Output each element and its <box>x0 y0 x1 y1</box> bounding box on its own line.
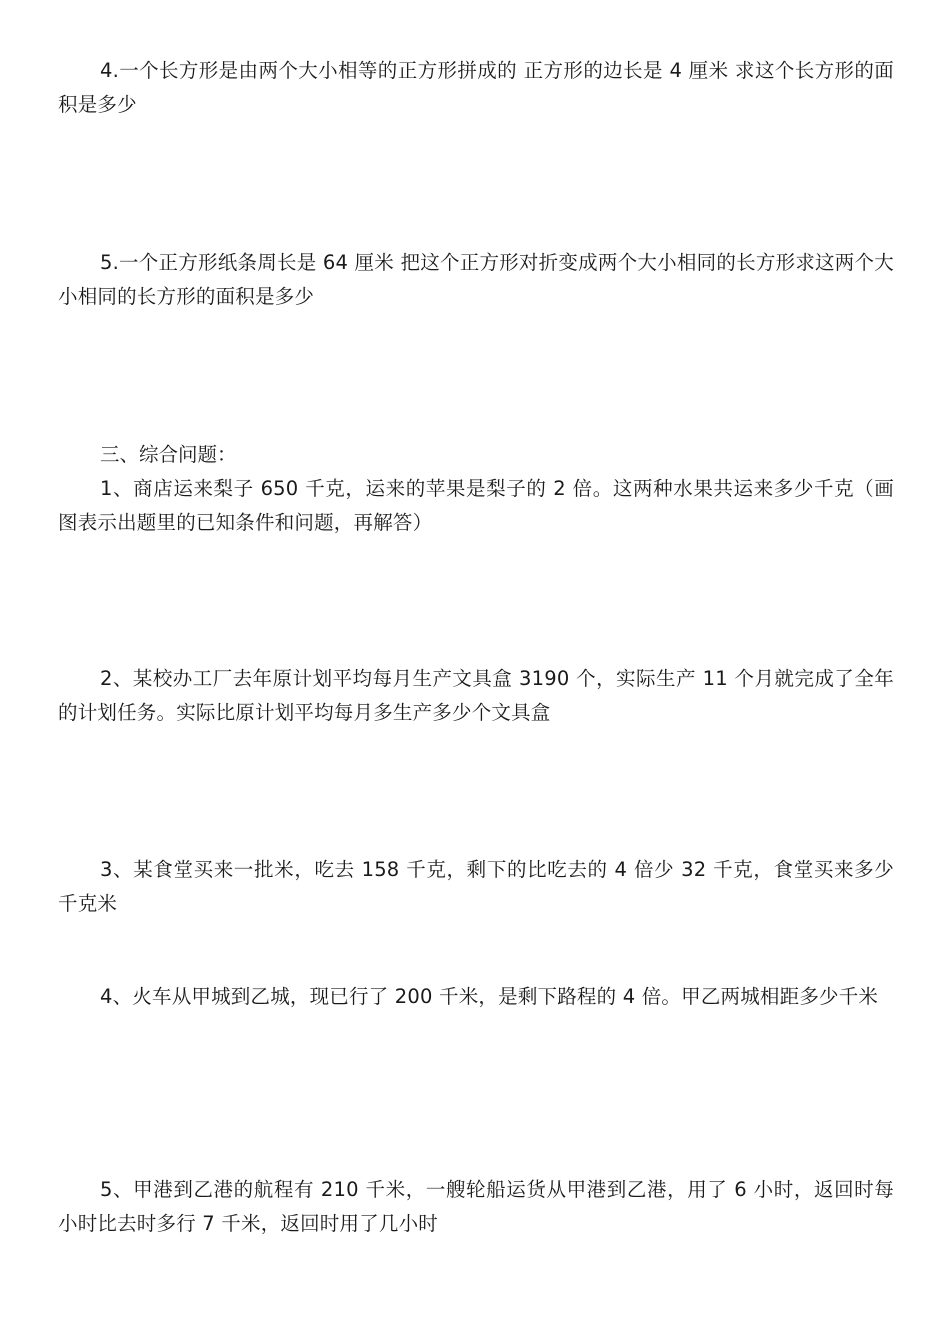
problem-rectangle-area: 4.一个长方形是由两个大小相等的正方形拼成的 正方形的边长是 4 厘米 求这个长方形的面积是多少 <box>58 59 894 116</box>
problem-ship-return: 5、甲港到乙港的航程有 210 千米，一艘轮船运货从甲港到乙港，用了 6 小时，返回时每小时比去时多行 7 千米，返回时用了几小时 <box>58 1178 894 1235</box>
problem-canteen-rice: 3、某食堂买来一批米，吃去 158 千克，剩下的比吃去的 4 倍少 32 千克，食堂买来多少千克米 <box>58 858 894 915</box>
problem-pencil-boxes: 2、某校办工厂去年原计划平均每月生产文具盒 3190 个，实际生产 11 个月就完成了全年的计划任务。实际比原计划平均每月多生产多少个文具盒 <box>58 667 894 724</box>
problem-pears-apples: 1、商店运来梨子 650 千克，运来的苹果是梨子的 2 倍。这两种水果共运来多少千克（画图表示出题里的已知条件和问题，再解答） <box>58 477 894 534</box>
problem-square-fold-area: 5.一个正方形纸条周长是 64 厘米 把这个正方形对折变成两个大小相同的长方形求这两个大小相同的长方形的面积是多少 <box>58 251 894 308</box>
problem-train-distance: 4、火车从甲城到乙城，现已行了 200 千米，是剩下路程的 4 倍。甲乙两城相距多少千米 <box>100 985 879 1008</box>
section-heading-comprehensive: 三、综合问题： <box>100 443 237 466</box>
